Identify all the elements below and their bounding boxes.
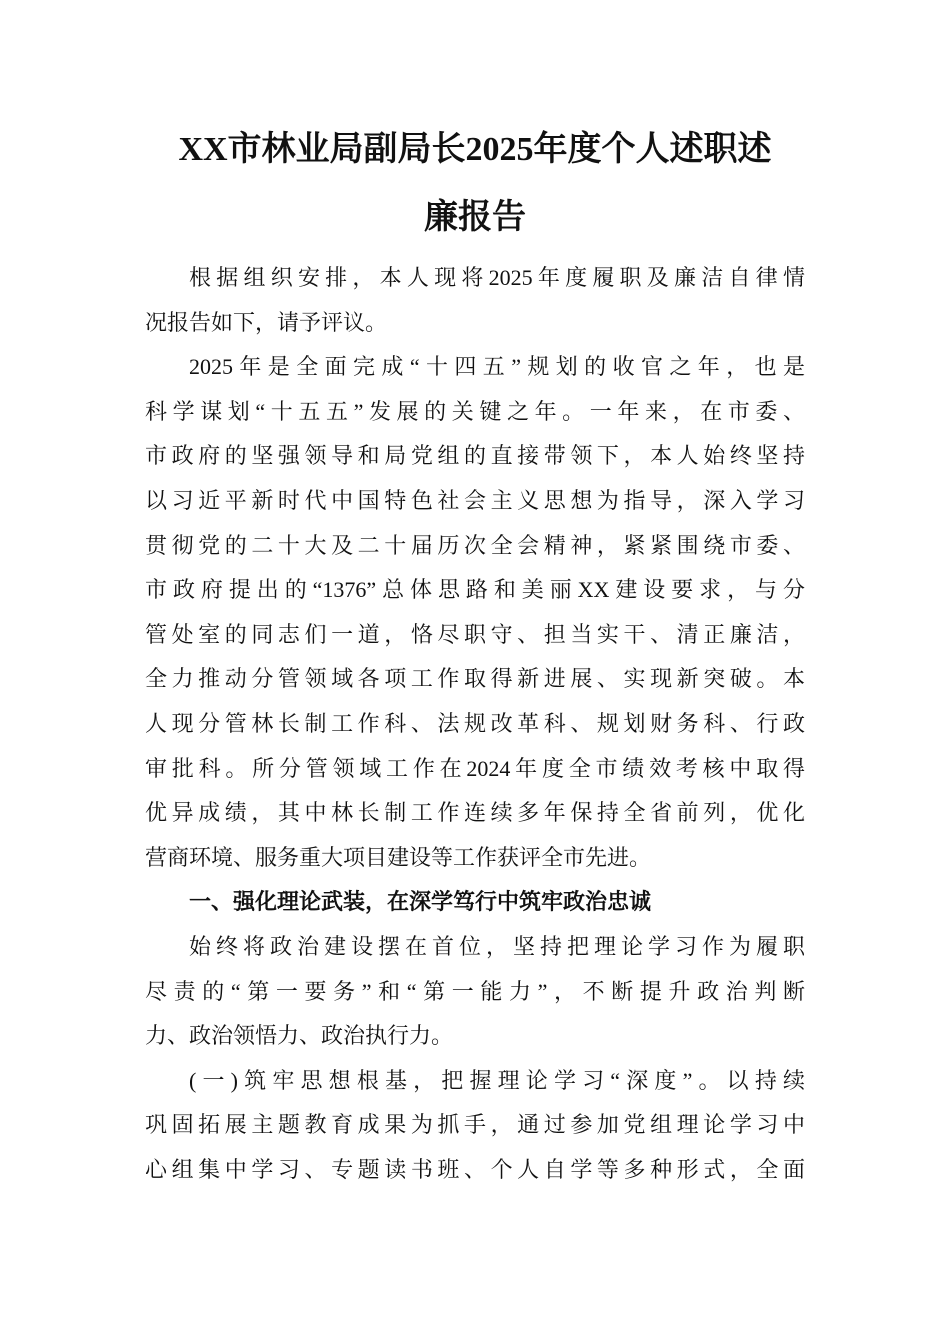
text-line: 一、强化理论武装，在深学笃行中筑牢政治忠诚 — [189, 889, 652, 915]
document-title — [145, 116, 805, 252]
text-line: 优异成绩，其中林长制工作连续多年保持全省前列，优化 — [145, 800, 805, 826]
text-line: 以习近平新时代中国特色社会主义思想为指导，深入学习 — [145, 487, 805, 513]
text-line: 尽责的“第一要务”和“第一能力”，不断提升政治判断 — [145, 978, 805, 1004]
text-line: 始终将政治建设摆在首位，坚持把理论学习作为履职 — [189, 933, 805, 959]
text-line: 管处室的同志们一道，恪尽职守、担当实干、清正廉洁， — [145, 621, 805, 647]
text-line: 人现分管林长制工作科、法规改革科、规划财务科、行政 — [145, 710, 805, 736]
paragraph — [145, 925, 805, 1059]
text-line: 巩固拓展主题教育成果为抓手，通过参加党组理论学习中 — [145, 1112, 805, 1138]
text-line: 全力推动分管领域各项工作取得新进展、实现新突破。本 — [145, 666, 805, 692]
document-body — [145, 256, 805, 1192]
paragraph — [145, 1059, 805, 1193]
text-line: 心组集中学习、专题读书班、个人自学等多种形式，全面 — [145, 1156, 805, 1182]
title-line: XX市林业局副局长2025年度个人述职述 — [178, 131, 772, 168]
text-line: 贯彻党的二十大及二十届历次全会精神，紧紧围绕市委、 — [145, 532, 805, 558]
text-line: 营商环境、服务重大项目建设等工作获评全市先进。 — [145, 844, 652, 870]
text-line: 审批科。所分管领域工作在2024年度全市绩效考核中取得 — [145, 755, 805, 781]
text-line: 力、政治领悟力、政治执行力。 — [145, 1023, 454, 1049]
section-heading — [145, 880, 805, 925]
text-line: 2025年是全面完成“十四五”规划的收官之年，也是 — [189, 354, 805, 380]
title-line: 廉报告 — [424, 199, 526, 236]
text-line: (一)筑牢思想根基，把握理论学习“深度”。以持续 — [189, 1067, 805, 1093]
paragraph — [145, 345, 805, 880]
text-line: 况报告如下，请予评议。 — [145, 309, 388, 335]
document-page — [145, 116, 805, 1192]
text-line: 科学谋划“十五五”发展的关键之年。一年来，在市委、 — [145, 398, 805, 424]
text-line: 根据组织安排，本人现将2025年度履职及廉洁自律情 — [189, 265, 805, 290]
paragraph — [145, 256, 805, 345]
text-line: 市政府的坚强领导和局党组的直接带领下，本人始终坚持 — [145, 443, 805, 469]
text-line: 市政府提出的“1376”总体思路和美丽XX建设要求，与分 — [145, 577, 805, 603]
